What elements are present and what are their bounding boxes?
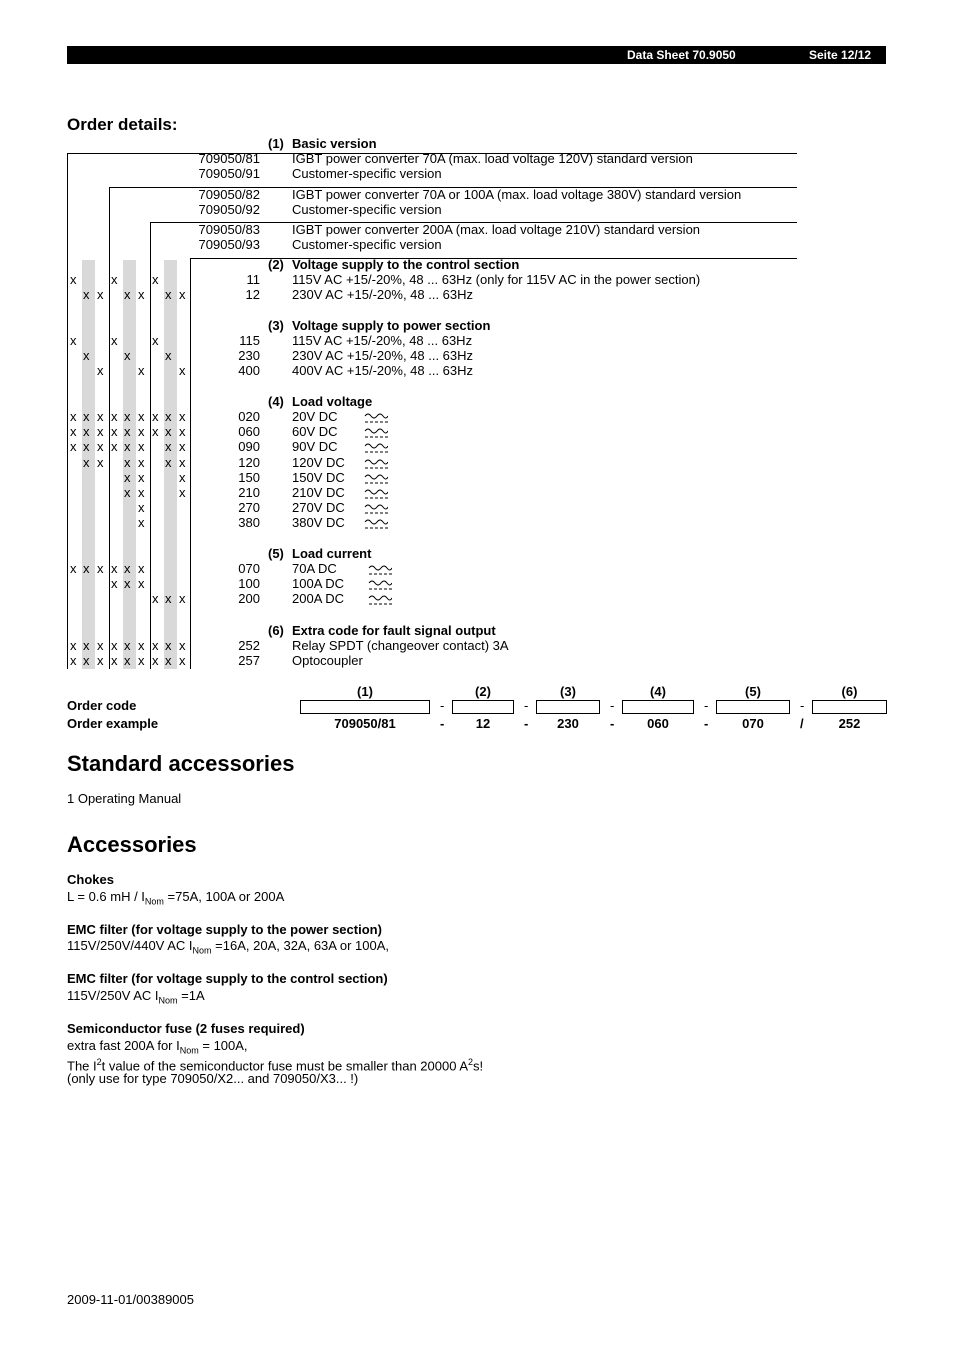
option-code: 380 xyxy=(238,515,260,531)
option-mark: x xyxy=(70,409,77,424)
order-code-column-header: (6) xyxy=(841,684,858,699)
option-mark: x xyxy=(165,287,172,303)
option-description: IGBT power converter 70A (max. load voltage 120V) standard version xyxy=(292,151,693,166)
option-mark: x xyxy=(179,485,186,500)
fuse-line3: (only use for type 709050/X2... and 709050/X3... !) xyxy=(67,1071,359,1086)
option-description: Relay SPDT (changeover contact) 3A xyxy=(292,638,509,653)
option-mark: x xyxy=(138,638,145,653)
option-mark: x xyxy=(138,454,145,470)
option-mark: x xyxy=(124,424,131,440)
option-mark: x xyxy=(138,653,145,669)
emc-power-text: 115V/250V/440V AC $I_{Nom} =16A$, 20A, 32A, 63A or 100A, xyxy=(67,938,389,956)
order-code-field[interactable] xyxy=(622,700,694,714)
option-mark: x xyxy=(124,287,131,303)
option-mark: x xyxy=(165,653,172,669)
section-number: (6) xyxy=(268,623,284,638)
option-code: 090 xyxy=(238,439,260,455)
smoothed-dc-wave-icon xyxy=(368,593,392,611)
option-description: 120V DC xyxy=(292,454,345,470)
option-mark: x xyxy=(138,576,145,592)
option-code: 709050/92 xyxy=(198,202,260,217)
option-mark: x xyxy=(179,454,186,470)
option-mark: x xyxy=(124,485,131,500)
option-mark: x xyxy=(179,591,186,607)
order-code-separator: - xyxy=(704,698,709,713)
option-code: 709050/83 xyxy=(198,222,260,237)
option-mark: x xyxy=(70,653,77,669)
standard-accessories-title: Standard accessories xyxy=(67,751,295,776)
option-description: 20V DC xyxy=(292,409,338,424)
section-title: Voltage supply to power section xyxy=(292,318,491,333)
option-code: 200 xyxy=(238,591,260,607)
option-mark: x xyxy=(152,638,159,653)
option-mark: x xyxy=(70,333,77,348)
option-code: 709050/91 xyxy=(198,166,260,181)
section-number: (3) xyxy=(268,318,284,333)
order-code-field[interactable] xyxy=(300,700,430,714)
option-code: 020 xyxy=(238,409,260,424)
option-mark: x xyxy=(179,638,186,653)
option-code: 150 xyxy=(238,469,260,485)
emc-power-title: EMC filter (for voltage supply to the power section) xyxy=(67,922,382,937)
option-mark: x xyxy=(111,439,118,455)
option-mark: x xyxy=(179,287,186,303)
option-description: 115V AC +15/-20%, 48 ... 63Hz (only for 115V AC in the power section) xyxy=(292,272,701,287)
option-description: 100A DC xyxy=(292,576,345,592)
order-code-column-header: (2) xyxy=(475,684,491,699)
option-mark: x xyxy=(97,561,104,576)
option-mark: x xyxy=(83,348,90,364)
emc-control-text: 115V/250V AC $I_{Nom} =1A$ xyxy=(67,988,205,1006)
option-mark: x xyxy=(179,439,186,455)
option-code: 120 xyxy=(238,454,260,470)
option-mark: x xyxy=(97,439,104,455)
option-mark: x xyxy=(111,576,118,592)
option-mark: x xyxy=(97,287,104,303)
standard-accessories-text: 1 Operating Manual xyxy=(67,791,182,806)
section-title: Basic version xyxy=(292,136,377,151)
order-code-column-header: (3) xyxy=(560,684,576,699)
option-mark: x xyxy=(179,409,186,424)
option-mark: x xyxy=(138,561,145,576)
order-code-field[interactable] xyxy=(536,700,600,714)
option-mark: x xyxy=(97,638,104,653)
option-description: Customer-specific version xyxy=(292,166,442,181)
option-code: 230 xyxy=(238,348,260,364)
option-mark: x xyxy=(124,348,131,364)
option-code: 11 xyxy=(246,272,260,287)
section-title: Extra code for fault signal output xyxy=(292,623,496,638)
order-example-separator: - xyxy=(440,716,445,731)
order-code-column-header: (1) xyxy=(357,684,373,699)
option-code: 270 xyxy=(238,500,260,516)
order-code-separator: - xyxy=(610,698,615,713)
section-number: (4) xyxy=(268,394,284,409)
order-example-value: 230 xyxy=(557,716,579,731)
order-example-separator: - xyxy=(704,716,709,731)
option-mark: x xyxy=(83,409,90,424)
option-mark: x xyxy=(70,638,77,653)
order-code-field[interactable] xyxy=(812,700,887,714)
order-code-field[interactable] xyxy=(452,700,514,714)
order-example-value: 709050/81 xyxy=(334,716,396,731)
order-example-value: 252 xyxy=(838,716,861,731)
option-mark: x xyxy=(83,653,90,669)
section-number: (2) xyxy=(268,257,284,272)
order-code-separator: - xyxy=(440,698,445,713)
option-mark: x xyxy=(111,409,118,424)
option-mark: x xyxy=(111,561,118,576)
option-mark: x xyxy=(138,439,145,455)
option-mark: x xyxy=(179,363,186,379)
option-mark: x xyxy=(124,439,131,455)
option-mark: x xyxy=(165,591,172,607)
option-mark: x xyxy=(138,409,145,424)
fuse-title: Semiconductor fuse (2 fuses required) xyxy=(67,1021,305,1036)
option-mark: x xyxy=(165,348,172,364)
option-mark: x xyxy=(83,638,90,653)
option-code: 100 xyxy=(238,576,260,592)
order-code-separator: - xyxy=(524,698,529,713)
option-description: 150V DC xyxy=(292,469,345,485)
option-mark: x xyxy=(97,424,104,440)
option-code: 210 xyxy=(238,485,260,500)
option-description: 200A DC xyxy=(292,591,345,607)
accessories-title: Accessories xyxy=(67,832,197,857)
order-example-value: 070 xyxy=(742,716,764,731)
option-mark: x xyxy=(152,409,159,424)
option-description: Customer-specific version xyxy=(292,202,442,217)
option-code: 252 xyxy=(238,638,260,653)
option-mark: x xyxy=(97,409,104,424)
option-mark: x xyxy=(179,424,186,440)
option-mark: x xyxy=(124,469,131,485)
option-mark: x xyxy=(165,424,172,440)
option-mark: x xyxy=(83,439,90,455)
option-mark: x xyxy=(111,272,118,287)
option-code: 709050/93 xyxy=(198,237,260,252)
section-number: (5) xyxy=(268,546,284,561)
option-mark: x xyxy=(83,561,90,576)
order-example-separator: / xyxy=(800,716,804,731)
fuse-line1: extra fast 200A for $I_{Nom} = 100A$, xyxy=(67,1038,248,1056)
option-mark: x xyxy=(97,653,104,669)
option-description: 380V DC xyxy=(292,515,345,531)
option-mark: x xyxy=(138,287,145,303)
option-mark: x xyxy=(124,561,131,576)
option-mark: x xyxy=(124,653,131,669)
option-code: 070 xyxy=(238,561,260,576)
option-mark: x xyxy=(70,561,77,576)
order-code-column-header: (4) xyxy=(650,684,666,699)
option-description: 400V AC +15/-20%, 48 ... 63Hz xyxy=(292,363,474,379)
chokes-title: Chokes xyxy=(67,872,114,887)
option-mark: x xyxy=(138,363,145,379)
option-mark: x xyxy=(138,424,145,440)
smoothed-dc-wave-icon xyxy=(364,517,388,535)
tree-line xyxy=(109,187,110,669)
option-description: IGBT power converter 70A or 100A (max. load voltage 380V) standard version xyxy=(292,187,742,202)
header-bar xyxy=(67,46,886,64)
order-code-separator: - xyxy=(800,698,805,713)
fuse-line2: The $I^2t$ value of the semiconductor fuse must be smaller than 20000 $A^2s$! xyxy=(67,1057,484,1074)
option-mark: x xyxy=(97,363,104,379)
option-mark: x xyxy=(179,653,186,669)
option-description: 230V AC +15/-20%, 48 ... 63Hz xyxy=(292,348,474,364)
option-mark: x xyxy=(70,439,77,455)
option-mark: x xyxy=(83,454,90,470)
option-code: 709050/82 xyxy=(198,187,260,202)
option-mark: x xyxy=(152,653,159,669)
option-mark: x xyxy=(124,576,131,592)
section-title: Load current xyxy=(292,546,372,561)
option-mark: x xyxy=(165,409,172,424)
option-mark: x xyxy=(165,454,172,470)
option-mark: x xyxy=(152,591,159,607)
option-mark: x xyxy=(83,424,90,440)
option-mark: x xyxy=(124,638,131,653)
option-mark: x xyxy=(165,439,172,455)
option-description: Optocoupler xyxy=(292,653,363,669)
order-example-label: Order example xyxy=(67,716,159,731)
option-code: 400 xyxy=(238,363,260,379)
option-description: Customer-specific version xyxy=(292,237,442,252)
option-mark: x xyxy=(97,454,104,470)
option-mark: x xyxy=(179,469,186,485)
option-mark: x xyxy=(165,638,172,653)
option-mark: x xyxy=(70,272,77,287)
option-description: 90V DC xyxy=(292,439,338,455)
order-example-value: 060 xyxy=(647,716,669,731)
option-mark: x xyxy=(83,287,90,303)
option-code: 115 xyxy=(239,333,260,348)
section-title: Voltage supply to the control section xyxy=(292,257,520,272)
option-mark: x xyxy=(70,424,77,440)
option-description: IGBT power converter 200A (max. load voltage 210V) standard version xyxy=(292,222,701,237)
option-mark: x xyxy=(152,272,159,287)
datasheet-number: Data Sheet 70.9050 xyxy=(627,48,736,62)
section-number: (1) xyxy=(268,136,284,151)
order-details-title: Order details: xyxy=(67,115,178,134)
order-code-label: Order code xyxy=(67,698,137,713)
tree-line xyxy=(67,153,68,669)
option-description: 210V DC xyxy=(292,485,345,500)
option-code: 257 xyxy=(238,653,260,669)
option-mark: x xyxy=(124,454,131,470)
chokes-text: L = 0.6 mH / $I_{Nom} =75A$, 100A or 200A xyxy=(67,889,285,907)
page-number: Seite 12/12 xyxy=(809,48,872,62)
option-description: 115V AC +15/-20%, 48 ... 63Hz xyxy=(292,333,473,348)
order-code-column-header: (5) xyxy=(745,684,761,699)
emc-control-title: EMC filter (for voltage supply to the control section) xyxy=(67,971,388,986)
order-example-value: 12 xyxy=(475,716,491,731)
footer-doc-id: 2009-11-01/00389005 xyxy=(67,1292,194,1307)
option-mark: x xyxy=(138,485,145,500)
option-code: 060 xyxy=(238,424,260,440)
option-code: 12 xyxy=(245,287,260,303)
option-description: 60V DC xyxy=(292,424,338,440)
order-example-separator: - xyxy=(524,716,529,731)
option-description: 230V AC +15/-20%, 48 ... 63Hz xyxy=(292,287,474,303)
option-mark: x xyxy=(138,500,145,516)
option-mark: x xyxy=(111,424,118,440)
option-mark: x xyxy=(111,638,118,653)
section-title: Load voltage xyxy=(292,394,373,409)
option-description: 70A DC xyxy=(292,561,337,576)
option-mark: x xyxy=(138,515,145,531)
option-description: 270V DC xyxy=(292,500,345,516)
tree-line xyxy=(150,222,151,669)
option-mark: x xyxy=(124,409,131,424)
option-mark: x xyxy=(138,469,145,485)
option-code: 709050/81 xyxy=(198,151,260,166)
order-code-field[interactable] xyxy=(716,700,790,714)
order-example-separator: - xyxy=(610,716,615,731)
option-mark: x xyxy=(111,333,118,348)
option-mark: x xyxy=(111,653,118,669)
option-mark: x xyxy=(152,424,159,440)
option-mark: x xyxy=(152,333,159,348)
